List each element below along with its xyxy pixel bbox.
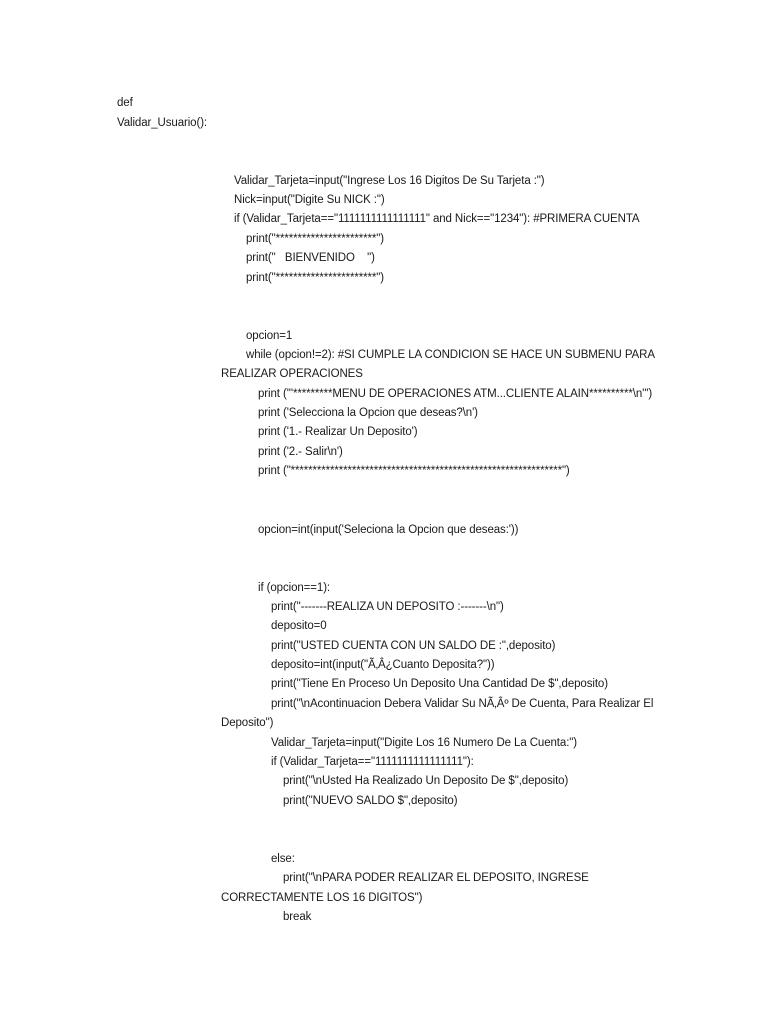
code-line: if (Validar_Tarjeta=="1111111111111111" and Nick=="1234"): #PRIMERA CUENTA [234, 213, 640, 225]
code-line: while (opcion!=2): #SI CUMPLE LA CONDICION SE HACE UN SUBMENU PARA [246, 349, 655, 361]
code-line: if (opcion==1): [258, 582, 331, 594]
code-line: print ("**************************************************************") [258, 465, 570, 477]
code-line: print("\nUsted Ha Realizado Un Deposito De $",deposito) [283, 775, 569, 787]
code-line: Validar_Tarjeta=input("Ingrese Los 16 Digitos De Su Tarjeta :") [234, 175, 545, 187]
code-line: deposito=0 [271, 620, 327, 632]
code-line: if (Validar_Tarjeta=="1111111111111111"): [271, 756, 474, 768]
code-line: print ('''*********MENU DE OPERACIONES ATM...CLIENTE ALAIN**********\n''') [258, 388, 653, 400]
code-line: print("***********************") [246, 272, 384, 284]
code-line: print("\nPARA PODER REALIZAR EL DEPOSITO, INGRESE [283, 872, 589, 884]
code-line: print ('2.- Salir\n') [258, 446, 343, 458]
code-line: opcion=int(input('Seleciona la Opcion que deseas:')) [258, 524, 519, 536]
code-line: break [283, 911, 312, 923]
code-line: opcion=1 [246, 330, 293, 342]
code-line: REALIZAR OPERACIONES [221, 368, 363, 380]
code-line: print ('Selecciona la Opcion que deseas?\n') [258, 407, 478, 419]
code-line: print("USTED CUENTA CON UN SALDO DE :",deposito) [271, 640, 556, 652]
code-line: Nick=input("Digite Su NICK :") [234, 194, 385, 206]
code-line: Validar_Usuario(): [117, 117, 208, 129]
code-line: print("\nAcontinuacion Debera Validar Su NÃ‚Âº De Cuenta, Para Realizar El [271, 698, 654, 710]
code-line: print("NUEVO SALDO $",deposito) [283, 795, 458, 807]
code-line: print ('1.- Realizar Un Deposito') [258, 426, 418, 438]
code-line: Validar_Tarjeta=input("Digite Los 16 Numero De La Cuenta:") [271, 737, 578, 749]
code-line: CORRECTAMENTE LOS 16 DIGITOS") [221, 892, 423, 904]
code-line: print(" BIENVENIDO ") [246, 252, 375, 264]
code-line: def [117, 97, 133, 109]
code-line: print("Tiene En Proceso Un Deposito Una Cantidad De $",deposito) [271, 678, 608, 690]
code-line: Deposito") [221, 717, 274, 729]
code-line: deposito=int(input("Ã‚Â¿Cuanto Deposita?")) [271, 659, 495, 671]
code-line: print("-------REALIZA UN DEPOSITO :-------\n") [271, 601, 504, 613]
code-line: print("***********************") [246, 233, 384, 245]
code-line: else: [271, 853, 295, 865]
